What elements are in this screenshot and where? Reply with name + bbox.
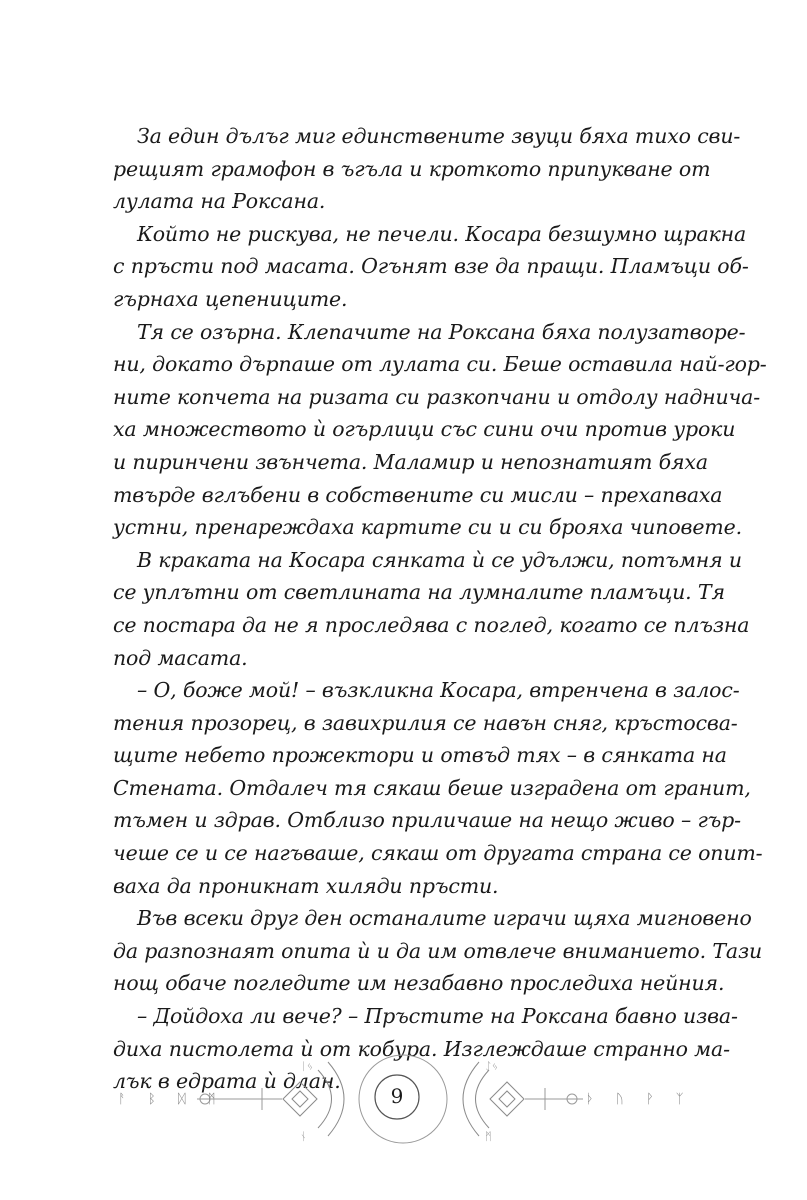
text-line: рещият грамофон в ъгъла и кроткото припукване от xyxy=(113,156,711,181)
text-line: се уплътни от светлината на лумналите пламъци. Тя xyxy=(113,580,725,605)
text-line: – О, боже мой! – възкликна Косара, втренчена в залос- xyxy=(137,678,740,703)
text-line: ха множеството ѝ огърлици със сини очи против уроки xyxy=(113,417,736,442)
text-line: ни, докато дърпаше от лулата си. Беше оставила най-гор- xyxy=(113,352,767,377)
text-line: нощ обаче погледите им незабавно проследиха нейния. xyxy=(113,971,725,996)
svg-text:ᛇᛃ: ᛇᛃ xyxy=(485,1060,499,1073)
svg-text:ᛗ: ᛗ xyxy=(485,1130,492,1143)
text-line: гърнаха цепениците. xyxy=(113,286,348,311)
text-line: чеше се и се нагъваше, сякаш от другата страна се опит- xyxy=(113,841,763,866)
text-line: под масата. xyxy=(113,645,248,670)
text-line: Който не рискува, не печели. Косара безшумно щракна xyxy=(137,221,747,246)
text-line: диха пистолета ѝ от кобура. Изглеждаше странно ма- xyxy=(113,1036,730,1061)
text-line: Тя се озърна. Клепачите на Роксана бяха полузатворе- xyxy=(137,319,746,344)
text-line: и пиринчени звънчета. Маламир и непознатият бяха xyxy=(113,449,708,474)
text-line: За един дълъг миг единствените звуци бяха тихо сви- xyxy=(137,124,741,148)
text-line: устни, пренареждаха картите си и си брояха чиповете. xyxy=(113,515,742,540)
page-number: 9 xyxy=(390,1084,404,1108)
text-line: щите небето прожектори и отвъд тях – в сянката на xyxy=(113,743,727,768)
page-footer xyxy=(0,1040,807,1160)
text-line: В краката на Косара сянката ѝ се удължи, потъмня и xyxy=(137,547,742,572)
text-line: тения прозорец, в завихрилия се навън сняг, кръстосва- xyxy=(113,710,738,735)
text-line: Стената. Отдалеч тя сякаш беше изградена от гранит, xyxy=(113,775,751,800)
text-line: лулата на Роксана. xyxy=(113,189,326,214)
footer-runes-left: ᚨ ᛒ ᛞ ᛗ xyxy=(118,1092,225,1107)
text-line: ните копчета на ризата си разкопчани и отдолу надничa- xyxy=(113,384,761,409)
text-line: Във всеки друг ден останалите играчи щяха мигновено xyxy=(137,906,752,931)
text-line: ваха да проникнат хиляди пръсти. xyxy=(113,873,499,898)
text-line: тъмен и здрав. Отблизо приличаше на нещо живо – гър- xyxy=(113,808,741,833)
text-line: да разпознаят опита ѝ и да им отвлече вниманието. Тази xyxy=(113,938,763,963)
text-line: – Дойдоха ли вече? – Пръстите на Роксана бавно изва- xyxy=(137,1004,738,1029)
text-line: твърде вглъбени в собствените си мисли – прехапваха xyxy=(113,482,723,507)
svg-text:ᛁᛃ: ᛁᛃ xyxy=(300,1060,314,1073)
footer-runes-right: ᚦ ᚢ ᚹ ᛉ xyxy=(586,1092,693,1107)
text-line: се постара да не я проследява с поглед, когато се плъзна xyxy=(113,612,750,637)
body-text xyxy=(113,120,767,1098)
svg-text:ᚾ: ᚾ xyxy=(300,1130,307,1143)
text-line: лък в едрата ѝ длан. xyxy=(113,1069,341,1094)
text-line: с пръсти под масата. Огънят взе да пращи. Пламъци об- xyxy=(113,254,749,279)
